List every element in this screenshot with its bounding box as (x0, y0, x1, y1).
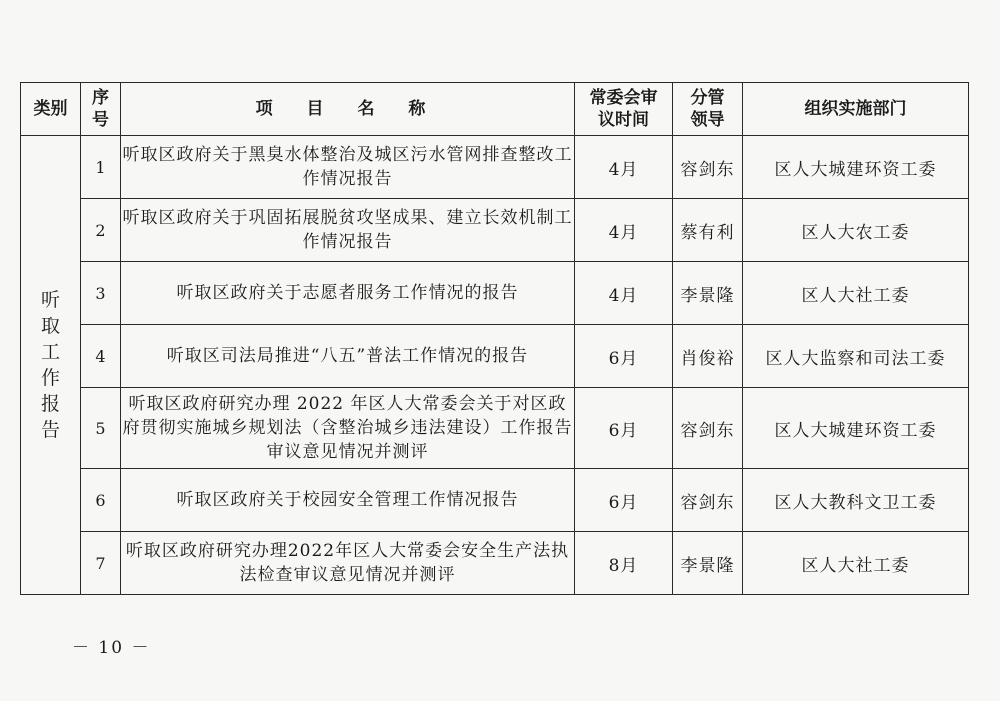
dept-cell: 区人大农工委 (743, 199, 969, 262)
item-name-cell: 听取区政府关于黑臭水体整治及城区污水管网排查整改工作情况报告 (121, 136, 575, 199)
seq-cell: 6 (81, 469, 121, 532)
leader-cell: 李景隆 (673, 532, 743, 595)
table-row (21, 325, 969, 388)
review-time-cell: 4月 (575, 136, 673, 199)
category-label: 听取工作报告 (40, 289, 60, 441)
review-time-cell: 6月 (575, 469, 673, 532)
header-dept: 组织实施部门 (743, 83, 969, 136)
seq-cell: 7 (81, 532, 121, 595)
seq-cell: 5 (81, 388, 121, 469)
header-time-text: 常委会审议时间 (589, 88, 658, 130)
table-row (21, 262, 969, 325)
item-name-cell: 听取区政府关于巩固拓展脱贫攻坚成果、建立长效机制工作情况报告 (121, 199, 575, 262)
review-time-cell: 4月 (575, 199, 673, 262)
dept-cell: 区人大教科文卫工委 (743, 469, 969, 532)
dept-cell: 区人大社工委 (743, 532, 969, 595)
seq-cell: 1 (81, 136, 121, 199)
header-row (21, 83, 969, 136)
review-time-cell: 6月 (575, 325, 673, 388)
header-seq (81, 83, 121, 136)
leader-cell: 容剑东 (673, 469, 743, 532)
leader-cell: 容剑东 (673, 388, 743, 469)
leader-cell: 容剑东 (673, 136, 743, 199)
category-cell (21, 136, 81, 595)
seq-cell: 3 (81, 262, 121, 325)
header-name: 项 目 名 称 (121, 83, 575, 136)
work-plan-table (20, 82, 969, 595)
dept-cell: 区人大城建环资工委 (743, 136, 969, 199)
header-category: 类别 (21, 83, 81, 136)
leader-cell: 蔡有利 (673, 199, 743, 262)
header-time (575, 83, 673, 136)
table-row (21, 388, 969, 469)
seq-cell: 2 (81, 199, 121, 262)
seq-cell: 4 (81, 325, 121, 388)
header-seq-text: 序号 (92, 88, 109, 130)
header-leader (673, 83, 743, 136)
item-name-cell: 听取区政府关于志愿者服务工作情况的报告 (121, 262, 575, 325)
item-name-cell: 听取区政府研究办理2022年区人大常委会安全生产法执法检查审议意见情况并测评 (121, 532, 575, 595)
page-number: － 10 － (72, 638, 151, 658)
review-time-cell: 6月 (575, 388, 673, 469)
dept-cell: 区人大社工委 (743, 262, 969, 325)
item-name-cell: 听取区司法局推进“八五”普法工作情况的报告 (121, 325, 575, 388)
leader-cell: 肖俊裕 (673, 325, 743, 388)
leader-cell: 李景隆 (673, 262, 743, 325)
table-row (21, 469, 969, 532)
item-name-cell: 听取区政府研究办理 2022 年区人大常委会关于对区政府贯彻实施城乡规划法（含整治城乡违法建设）工作报告审议意见情况并测评 (121, 388, 575, 469)
table-row (21, 199, 969, 262)
header-leader-text: 分管领导 (690, 88, 725, 130)
table-row (21, 136, 969, 199)
dept-cell: 区人大监察和司法工委 (743, 325, 969, 388)
dept-cell: 区人大城建环资工委 (743, 388, 969, 469)
table-row (21, 532, 969, 595)
review-time-cell: 8月 (575, 532, 673, 595)
review-time-cell: 4月 (575, 262, 673, 325)
item-name-cell: 听取区政府关于校园安全管理工作情况报告 (121, 469, 575, 532)
